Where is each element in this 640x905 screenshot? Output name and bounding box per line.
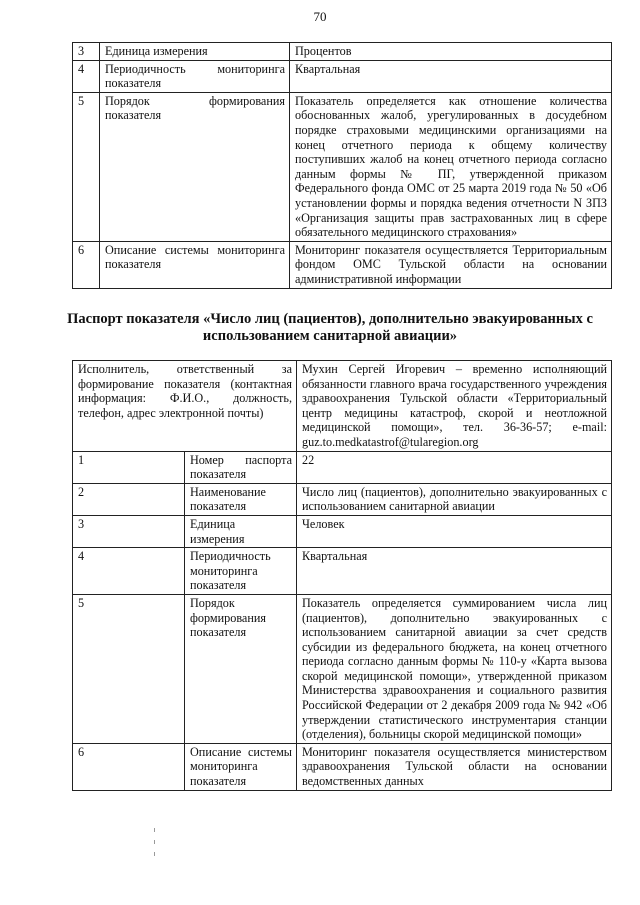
table-row: [73, 743, 612, 790]
table-row: [73, 43, 612, 61]
table-row: [73, 241, 612, 288]
table-row: [73, 451, 612, 483]
row-label: Единица измерения: [100, 43, 290, 61]
row-number: 5: [73, 594, 185, 743]
row-value: Число лиц (пациентов), дополнительно эвакуированных с использованием санитарной авиации: [297, 483, 612, 515]
row-value: Человек: [297, 515, 612, 547]
row-label: Описание системы мониторинга показателя: [100, 241, 290, 288]
row-value: Показатель определяется как отношение количества обоснованных жалоб, урегулированных в досудебном порядке страховыми медицинскими организациями на конец отчетного периода к общему количеству поступивших жалоб на конец отчетного периода согласно данным формы № ПГ, утвержденной приказом Федерального фонда ОМС от 25 марта 2019 года № 50 «Об установлении формы и порядка ведения отчетности N ЗПЗ «Организация защиты прав застрахованных лиц в сфере обязательного медицинского страхования»: [290, 92, 612, 241]
executor-value: Мухин Сергей Игоревич – временно исполняющий обязанности главного врача государственного учреждения здравоохранения Тульской области «Территориальный центр медицины катастроф, скорой и неотложной медицинской помощи», тел. 36-36-57; e-mail: guz.to.medkatastrof@tularegion.org: [297, 361, 612, 452]
row-number: 4: [73, 60, 100, 92]
row-number: 5: [73, 92, 100, 241]
table-row: [73, 515, 612, 547]
indicator-table-2: [72, 360, 612, 791]
row-value: 22: [297, 451, 612, 483]
row-value: Мониторинг показателя осуществляется министерством здравоохранения Тульской области на основании ведомственных данных: [297, 743, 612, 790]
section-title: Паспорт показателя «Число лиц (пациентов), дополнительно эвакуированных с использованием санитарной авиации»: [67, 311, 593, 344]
row-number: 6: [73, 743, 185, 790]
row-value: Квартальная: [290, 60, 612, 92]
row-label: Описание системы мониторинга показателя: [185, 743, 297, 790]
indicator-table-1: [72, 42, 612, 289]
row-number: 3: [73, 43, 100, 61]
table-row: [73, 548, 612, 595]
row-number: 4: [73, 548, 185, 595]
row-label: Порядок формирования показателя: [100, 92, 290, 241]
row-number: 6: [73, 241, 100, 288]
table-row: [73, 60, 612, 92]
row-label: Номер паспорта показателя: [185, 451, 297, 483]
row-label: Порядок формирования показателя: [185, 594, 297, 743]
row-label: Наименование показателя: [185, 483, 297, 515]
row-value: Процентов: [290, 43, 612, 61]
row-label: Единица измерения: [185, 515, 297, 547]
table-row: [73, 483, 612, 515]
executor-label: Исполнитель, ответственный за формирование показателя (контактная информация: Ф.И.О., должность, телефон, адрес электронной почты): [73, 361, 297, 452]
row-label: Периодичность мониторинга показателя: [100, 60, 290, 92]
table-row: [73, 594, 612, 743]
table-row: [73, 92, 612, 241]
row-number: 1: [73, 451, 185, 483]
scan-artifact: [152, 828, 158, 868]
row-number: 3: [73, 515, 185, 547]
row-value: Мониторинг показателя осуществляется Территориальным фондом ОМС Тульской области на основании административной информации: [290, 241, 612, 288]
row-value: Показатель определяется суммированием числа лиц (пациентов), дополнительно эвакуированных с использованием санитарной авиации за счет средств субсидии из федерального бюджета, на конец отчетного периода согласно данным формы № 110-у «Карта вызова скорой медицинской помощи», утвержденной приказом Министерства здравоохранения и социального развития Российской Федерации от 2 декабря 2009 года № 942 «Об утверждении статистического инструментария станции (отделения), больницы скорой медицинской помощи»: [297, 594, 612, 743]
row-label: Периодичность мониторинга показателя: [185, 548, 297, 595]
page-number: 70: [313, 9, 327, 24]
row-value: Квартальная: [297, 548, 612, 595]
row-number: 2: [73, 483, 185, 515]
executor-row: [73, 361, 612, 452]
